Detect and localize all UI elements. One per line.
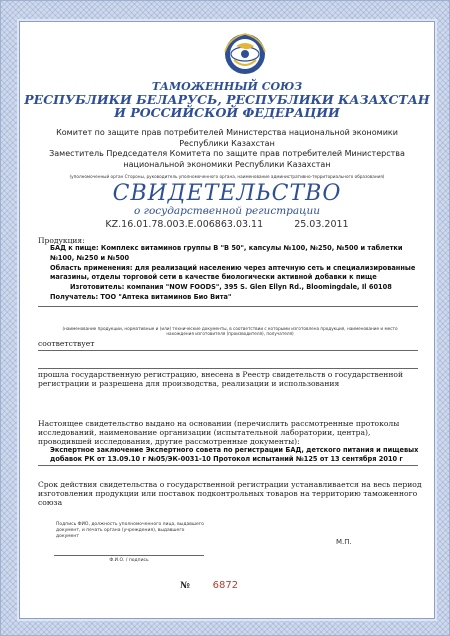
signature-fio-caption: Ф.И.О. / подпись	[109, 558, 149, 563]
authority-line-1: Комитет по защите прав потребителей Министерства национальной экономики Республики Казахстан	[56, 128, 398, 148]
issuing-authority	[34, 128, 420, 170]
conformity-label: соответствует	[38, 339, 95, 348]
signature-caption: Подпись ФИО, должность уполномоченного лица, выдавшего документ, и печать органа (учреждения), выдавшего документ	[56, 522, 204, 540]
basis-statement: Настоящее свидетельство выдано на основании (перечислить рассмотренные протоколы исследований, наименование организации (испытательной лаборатории, центра), проводившей исследования, другие рассмотренные документы):	[38, 419, 400, 446]
product-details	[50, 244, 418, 303]
signature-rule	[54, 555, 204, 556]
product-scope: Область применения: для реализаций населению через аптечную сеть и специализированные магазины, отделы торговой сети в качестве биологически активной добавки к пище	[50, 263, 416, 282]
stamp-place: М.П.	[336, 538, 352, 546]
basis-documents: Экспертное заключение Экспертного совета по регистрации БАД, детского питания и пищевых добавок РК от 13.09.10 г №05/ЭК-0031-10 Протокол испытаний №125 от 13 сентября 2010 г	[50, 446, 419, 463]
certificate-body	[19, 21, 435, 619]
product-recipient: Получатель: ТОО "Аптека витаминов Био Вита"	[50, 292, 232, 301]
authority-line-2: Заместитель Председателя Комитета по защите прав потребителей Министерства национальной экономики Республики Казахстан	[49, 149, 405, 169]
registry-rule	[38, 368, 418, 369]
product-caption: (наименование продукции, нормативные и (или) технические документы, в соответствии с которыми изготовлена продукция, наименование и место нахождения изготовителя (производителя), получателя)	[62, 326, 398, 337]
certificate-title-main: СВИДЕТЕЛЬСТВО	[112, 181, 342, 206]
product-label: Продукция:	[38, 236, 85, 245]
certificate-title-sub: о государственной регистрации	[134, 205, 320, 217]
product-manufacturer: Изготовитель: компания "NOW FOODS", 395 S. Glen Ellyn Rd., Bloomingdale, Il 60108	[70, 283, 392, 292]
registration-line	[20, 219, 434, 230]
union-title-line-1: ТАМОЖЕННЫЙ СОЮЗ	[151, 80, 303, 93]
basis-rule	[38, 465, 418, 466]
product-name: БАД к пище: Комплекс витаминов группы В "В 50", капсулы №100, №250, №500 и таблетки №100, №250 и №500	[50, 244, 403, 262]
form-number	[180, 580, 238, 591]
form-number-label: №	[180, 581, 190, 591]
certificate-title	[20, 183, 434, 217]
registration-date: 25.03.2011	[294, 219, 349, 230]
union-title-line-3: И РОССИЙСКОЙ ФЕДЕРАЦИИ	[114, 105, 340, 120]
product-rule	[38, 306, 418, 307]
validity-statement: Срок действия свидетельства о государственной регистрации устанавливается на весь период изготовления продукции или поставок подконтрольных товаров на территорию таможенного союза	[38, 480, 422, 507]
customs-union-title	[20, 80, 434, 119]
registration-number: KZ.16.01.78.003.E.006863.03.11	[105, 219, 264, 230]
conformity-rule	[38, 350, 418, 351]
union-title-line-2: РЕСПУБЛИКИ БЕЛАРУСЬ, РЕСПУБЛИКИ КАЗАХСТАН	[24, 92, 430, 107]
authority-caption: (уполномоченный орган Стороны, руководитель уполномоченного органа, наименование административно-территориального образования)	[69, 174, 385, 179]
form-number-value: 6872	[212, 580, 239, 591]
registry-statement: прошла государственную регистрацию, внесена в Реестр свидетельств о государственной регистрации и разрешена для производства, реализации и использования	[38, 370, 404, 388]
customs-union-emblem-icon	[219, 30, 271, 80]
